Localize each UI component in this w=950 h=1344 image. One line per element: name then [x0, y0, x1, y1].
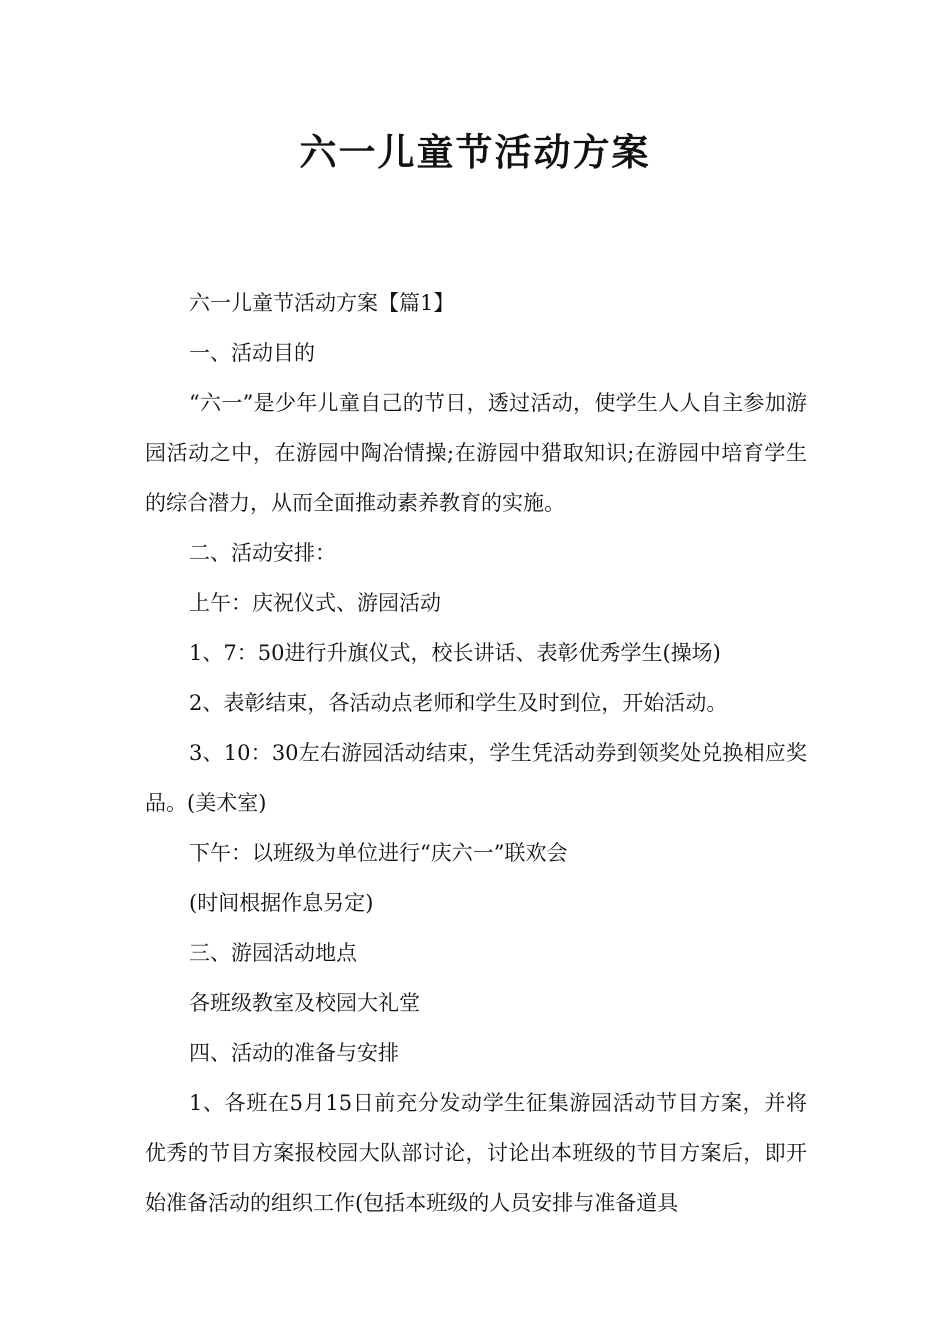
document-title: 六一儿童节活动方案: [299, 131, 651, 174]
paragraph-section-heading: 六一儿童节活动方案【篇1】: [189, 291, 455, 315]
paragraph-item-2: 2、表彰结束，各活动点老师和学生及时到位，开始活动。: [189, 691, 728, 715]
paragraph-heading-location: 三、游园活动地点: [189, 941, 357, 965]
paragraph-purpose: “六一”是少年儿童自己的节日，透过活动，使学生人人自主参加游园活动之中，在游园中陶冶情操;在游园中猎取知识;在游园中培育学生的综合潜力，从而全面推动素养教育的实施。: [145, 391, 807, 515]
paragraph-heading-preparation: 四、活动的准备与安排: [189, 1041, 399, 1065]
paragraph-afternoon: 下午：以班级为单位进行“庆六一”联欢会: [189, 841, 568, 865]
paragraph-heading-purpose: 一、活动目的: [189, 341, 315, 365]
paragraph-morning: 上午：庆祝仪式、游园活动: [189, 591, 441, 615]
paragraph-preparation-1: 1、各班在5月15日前充分发动学生征集游园活动节目方案，并将优秀的节目方案报校园大队部讨论，讨论出本班级的节目方案后，即开始准备活动的组织工作(包括本班级的人员安排与准备道具: [145, 1091, 807, 1215]
paragraph-location: 各班级教室及校园大礼堂: [189, 991, 420, 1015]
paragraph-item-1: 1、7：50进行升旗仪式，校长讲话、表彰优秀学生(操场): [189, 641, 721, 665]
paragraph-heading-schedule: 二、活动安排：: [189, 541, 336, 565]
document-body: [145, 278, 807, 1228]
paragraph-time-note: (时间根据作息另定): [189, 891, 374, 915]
paragraph-item-3: 3、10：30左右游园活动结束，学生凭活动券到领奖处兑换相应奖品。(美术室): [145, 741, 807, 815]
